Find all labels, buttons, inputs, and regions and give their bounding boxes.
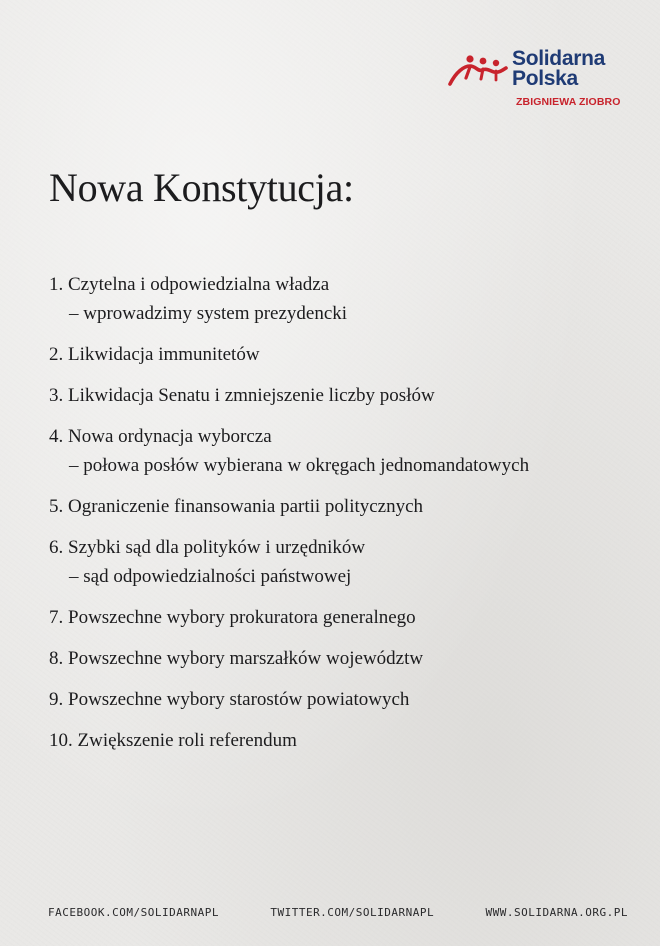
facebook-link[interactable]: FACEBOOK.COM/SOLIDARNAPL [48, 906, 219, 919]
logo-subtitle: ZBIGNIEWA ZIOBRO [516, 96, 621, 108]
list-item-subtext: – połowa posłów wybierana w okręgach jednomandatowych [69, 455, 530, 476]
list-item [49, 726, 649, 755]
list-item-subtext: – wprowadzimy system prezydencki [69, 303, 348, 324]
website-link[interactable]: WWW.SOLIDARNA.ORG.PL [485, 906, 628, 919]
constitution-points-list [49, 270, 649, 767]
list-item [49, 533, 649, 591]
list-item [49, 492, 649, 521]
footer-links [48, 906, 628, 919]
list-item [49, 644, 649, 673]
list-item [49, 603, 649, 632]
people-figures-icon [446, 50, 510, 90]
list-item [49, 270, 649, 328]
list-item-text: 1. Czytelna i odpowiedzialna władza [49, 274, 330, 295]
list-item-text: 2. Likwidacja immunitetów [49, 344, 260, 365]
list-item [49, 685, 649, 714]
logo-name-line2: Polska [512, 67, 578, 90]
list-item-text: 9. Powszechne wybory starostów powiatowych [49, 689, 410, 710]
list-item [49, 381, 649, 410]
list-item-subtext: – sąd odpowiedzialności państwowej [69, 566, 352, 587]
list-item-text: 7. Powszechne wybory prokuratora generalnego [49, 607, 416, 628]
list-item-text: 5. Ograniczenie finansowania partii politycznych [49, 496, 424, 517]
list-item-text: 10. Zwiększenie roli referendum [49, 730, 297, 751]
list-item-text: 4. Nowa ordynacja wyborcza [49, 426, 272, 447]
list-item-text: 6. Szybki sąd dla polityków i urzędników [49, 537, 366, 558]
list-item-text: 3. Likwidacja Senatu i zmniejszenie liczby posłów [49, 385, 435, 406]
logo-name-line1: Solidarna [512, 47, 605, 70]
list-item-text: 8. Powszechne wybory marszałków województw [49, 648, 424, 669]
twitter-link[interactable]: TWITTER.COM/SOLIDARNAPL [270, 906, 435, 919]
list-item [49, 422, 649, 480]
page-title: Nowa Konstytucja: [49, 165, 354, 210]
list-item [49, 340, 649, 369]
party-logo [446, 46, 636, 116]
